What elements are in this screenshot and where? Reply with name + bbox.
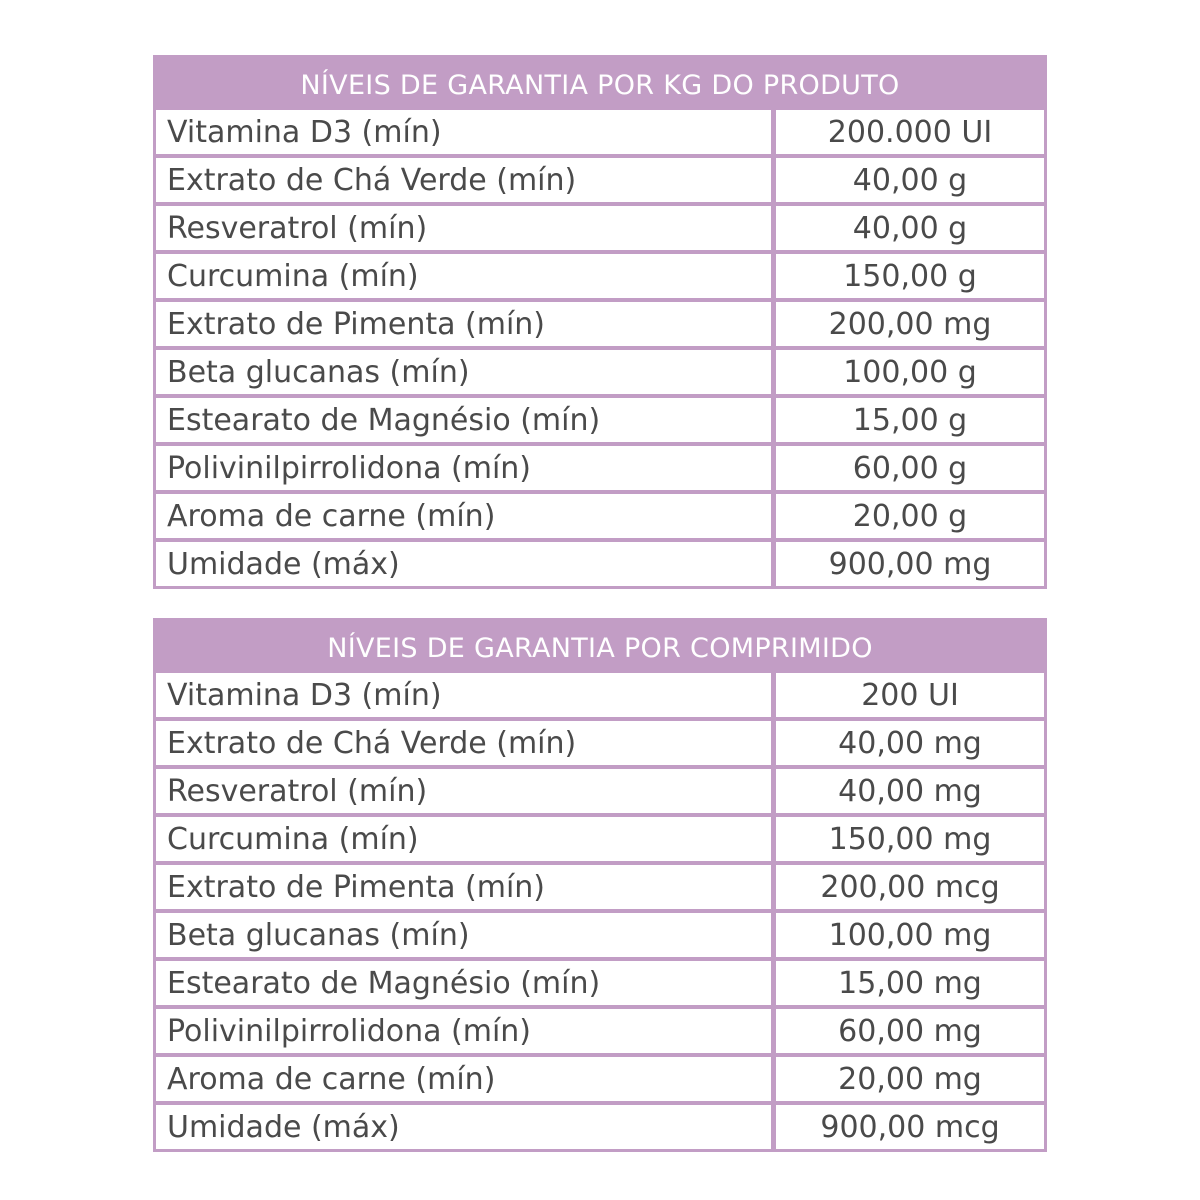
nutrient-name: Vitamina D3 (mín) [156, 673, 771, 717]
nutrient-value: 900,00 mg [776, 542, 1044, 586]
guarantee-table-per-kg [153, 55, 1047, 589]
nutrient-name: Extrato de Pimenta (mín) [156, 865, 771, 909]
nutrient-name: Resveratrol (mín) [156, 769, 771, 813]
nutrient-name: Aroma de carne (mín) [156, 494, 771, 538]
nutrient-value: 200 UI [776, 673, 1044, 717]
nutrient-name: Beta glucanas (mín) [156, 913, 771, 957]
nutrient-value: 15,00 mg [776, 961, 1044, 1005]
table-row [156, 446, 1044, 490]
table-title: NÍVEIS DE GARANTIA POR KG DO PRODUTO [300, 70, 900, 101]
table-row [156, 350, 1044, 394]
nutrient-name: Umidade (máx) [156, 1105, 771, 1149]
nutrient-value: 40,00 g [776, 158, 1044, 202]
nutrient-name: Polivinilpirrolidona (mín) [156, 446, 771, 490]
table-row [156, 721, 1044, 765]
guarantee-table-per-tablet [153, 618, 1047, 1152]
table-row [156, 1105, 1044, 1149]
nutrient-value: 40,00 mg [776, 721, 1044, 765]
nutrient-name: Aroma de carne (mín) [156, 1057, 771, 1101]
nutrient-value: 40,00 g [776, 206, 1044, 250]
nutrient-value: 200,00 mg [776, 302, 1044, 346]
table-row [156, 1009, 1044, 1053]
table-row [156, 302, 1044, 346]
nutrient-name: Estearato de Magnésio (mín) [156, 398, 771, 442]
nutrient-name: Estearato de Magnésio (mín) [156, 961, 771, 1005]
table-title: NÍVEIS DE GARANTIA POR COMPRIMIDO [327, 633, 873, 664]
table-row [156, 961, 1044, 1005]
nutrient-value: 60,00 mg [776, 1009, 1044, 1053]
nutrient-name: Extrato de Pimenta (mín) [156, 302, 771, 346]
table-row [156, 1057, 1044, 1101]
table-row [156, 254, 1044, 298]
nutrient-value: 20,00 g [776, 494, 1044, 538]
nutrient-value: 150,00 mg [776, 817, 1044, 861]
table-row [156, 769, 1044, 813]
nutrient-value: 900,00 mcg [776, 1105, 1044, 1149]
nutrient-value: 100,00 mg [776, 913, 1044, 957]
table-row [156, 206, 1044, 250]
nutrient-name: Vitamina D3 (mín) [156, 110, 771, 154]
table-row [156, 542, 1044, 586]
table-row [156, 817, 1044, 861]
nutrient-name: Extrato de Chá Verde (mín) [156, 158, 771, 202]
table-row [156, 110, 1044, 154]
table-row [156, 494, 1044, 538]
nutrient-name: Polivinilpirrolidona (mín) [156, 1009, 771, 1053]
nutrient-value: 200.000 UI [776, 110, 1044, 154]
nutrient-name: Extrato de Chá Verde (mín) [156, 721, 771, 765]
nutrient-value: 60,00 g [776, 446, 1044, 490]
nutrient-value: 20,00 mg [776, 1057, 1044, 1101]
nutrient-value: 15,00 g [776, 398, 1044, 442]
nutrient-name: Resveratrol (mín) [156, 206, 771, 250]
nutrient-value: 150,00 g [776, 254, 1044, 298]
nutrient-value: 200,00 mcg [776, 865, 1044, 909]
nutrient-name: Curcumina (mín) [156, 817, 771, 861]
table-row [156, 673, 1044, 717]
table-row [156, 865, 1044, 909]
nutrient-name: Umidade (máx) [156, 542, 771, 586]
table-row [156, 913, 1044, 957]
nutrient-value: 40,00 mg [776, 769, 1044, 813]
nutrient-name: Beta glucanas (mín) [156, 350, 771, 394]
nutrient-name: Curcumina (mín) [156, 254, 771, 298]
table-row [156, 398, 1044, 442]
table-row [156, 158, 1044, 202]
nutrient-value: 100,00 g [776, 350, 1044, 394]
